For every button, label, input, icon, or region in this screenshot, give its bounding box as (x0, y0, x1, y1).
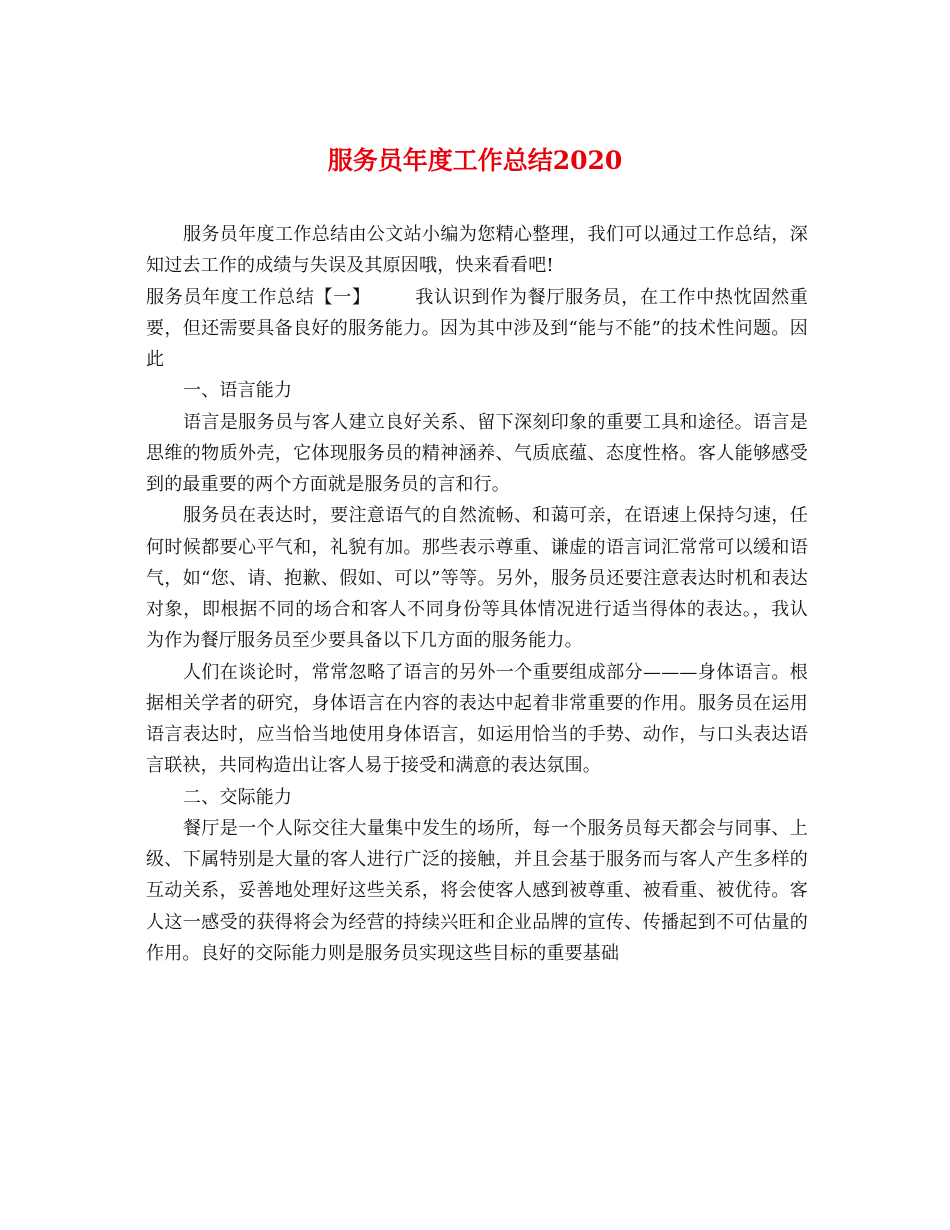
part-one-paragraph (146, 282, 808, 376)
document-title: 服务员年度工作总结2020 (327, 146, 623, 175)
section-heading-social: 二、交际能力 (183, 786, 293, 808)
section-heading-language: 一、语言能力 (183, 380, 293, 402)
paragraph-language-2: 服务员在表达时，要注意语气的自然流畅、和蔼可亲，在语速上保持匀速，任何时候都要心平气和，礼貌有加。那些表示尊重、谦虚的语言词汇常常可以缓和语气，如“您、请、抱歉、假如、可以”等等。另外，服务员还要注意表达时机和表达对象，即根据不同的场合和客人不同身份等具体情况进行适当得体的表达。，我认为作为餐厅服务员至少要具备以下几方面的服务能力。 (146, 505, 808, 652)
part-one-label: 服务员年度工作总结【一】 (146, 286, 371, 308)
paragraph-language-1: 语言是服务员与客人建立良好关系、留下深刻印象的重要工具和途径。语言是思维的物质外壳，它体现服务员的精神涵养、气质底蕴、态度性格。客人能够感受到的最重要的两个方面就是服务员的言和行。 (146, 411, 808, 495)
part-one-text: 我认识到作为餐厅服务员，在工作中热忱固然重要，但还需要具备良好的服务能力。因为其中涉及到“能与不能”的技术性问题。因此 (146, 286, 808, 370)
document-body (146, 219, 808, 969)
paragraph-body-language: 人们在谈论时，常常忽略了语言的另外一个重要组成部分———身体语言。根据相关学者的研究，身体语言在内容的表达中起着非常重要的作用。服务员在运用语言表达时，应当恰当地使用身体语言，如运用恰当的手势、动作，与口头表达语言联袂，共同构造出让客人易于接受和满意的表达氛围。 (146, 661, 808, 777)
intro-paragraph: 服务员年度工作总结由公文站小编为您精心整理，我们可以通过工作总结，深知过去工作的成绩与失误及其原因哦，快来看看吧! (146, 224, 808, 277)
paragraph-social: 餐厅是一个人际交往大量集中发生的场所，每一个服务员每天都会与同事、上级、下属特别是大量的客人进行广泛的接触，并且会基于服务而与客人产生多样的互动关系，妥善地处理好这些关系，将会使客人感到被尊重、被看重、被优待。客人这一感受的获得将会为经营的持续兴旺和企业品牌的宣传、传播起到不可估量的作用。良好的交际能力则是服务员实现这些目标的重要基础 (146, 817, 808, 964)
